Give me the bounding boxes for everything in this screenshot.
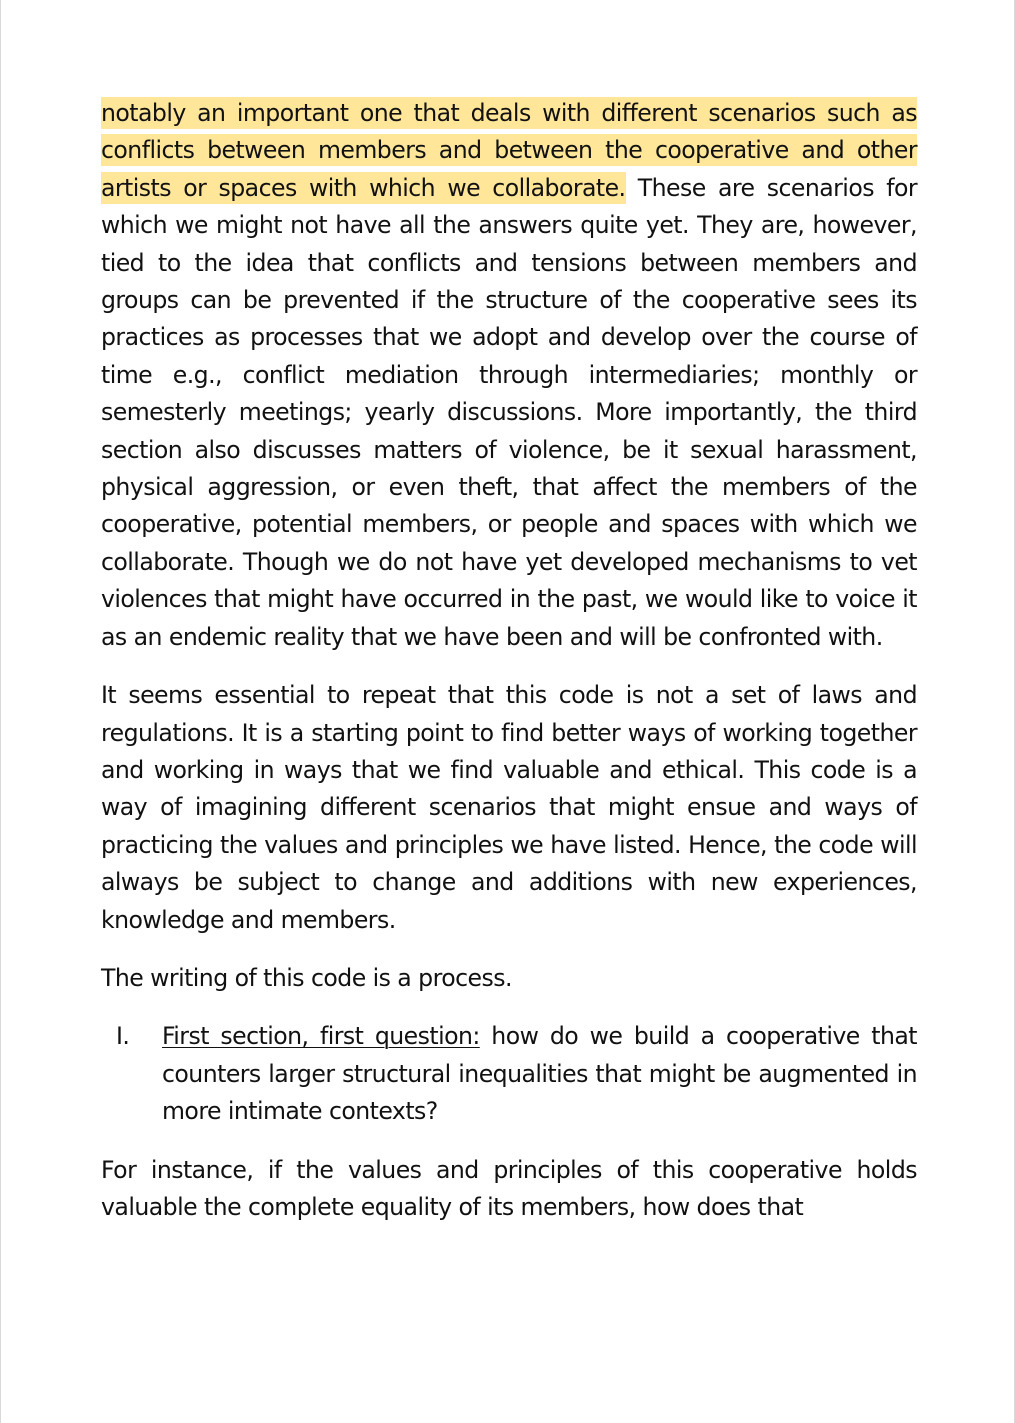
section-list [101,1018,917,1130]
list-marker: I. [116,1022,130,1051]
document-body [101,95,917,1226]
paragraph-code-not-laws: It seems essential to repeat that this code is not a set of laws and regulations. It is a starting point to find better ways of working together and working in ways that we find valuable and ethical. This code is a way of imagining different scenarios that might ensue and ways of practicing the values and principles we have listed. Hence, the code will always be subject to change and additions with new experiences, knowledge and members. [101,681,917,934]
highlighted-text: notably an important one that deals with different scenarios such as conflicts between members and between the cooperative and other artists or spaces with which we collaborate. [101,99,917,202]
list-item-text: how do we build a cooperative that counters larger structural inequalities that might be augmented in more intimate contexts? [162,1022,917,1126]
paragraph-text: These are scenarios for which we might not have all the answers quite yet. They are, however, tied to the idea that conflicts and tensions between members and groups can be prevented if the structure of the cooperative sees its practices as processes that we adopt and develop over the course of time e.g., conflict mediation through intermediaries; monthly or semesterly meetings; yearly discussions. More importantly, the third section also discusses matters of violence, be it sexual harassment, physical aggression, or even theft, that affect the members of the cooperative, potential members, or people and spaces with which we collaborate. Though we do not have yet developed mechanisms to vet violences that might have occurred in the past, we would like to voice it as an endemic reality that we have been and will be confronted with. [101,173,917,651]
underlined-heading: First section, first question: [162,1022,480,1051]
paragraph-process: The writing of this code is a process. [101,963,512,992]
list-item [101,1018,917,1130]
paragraph-for-instance: For instance, if the values and principles of this cooperative holds valuable the complete equality of its members, how does that [101,1155,917,1221]
paragraph-conflicts [101,95,917,656]
